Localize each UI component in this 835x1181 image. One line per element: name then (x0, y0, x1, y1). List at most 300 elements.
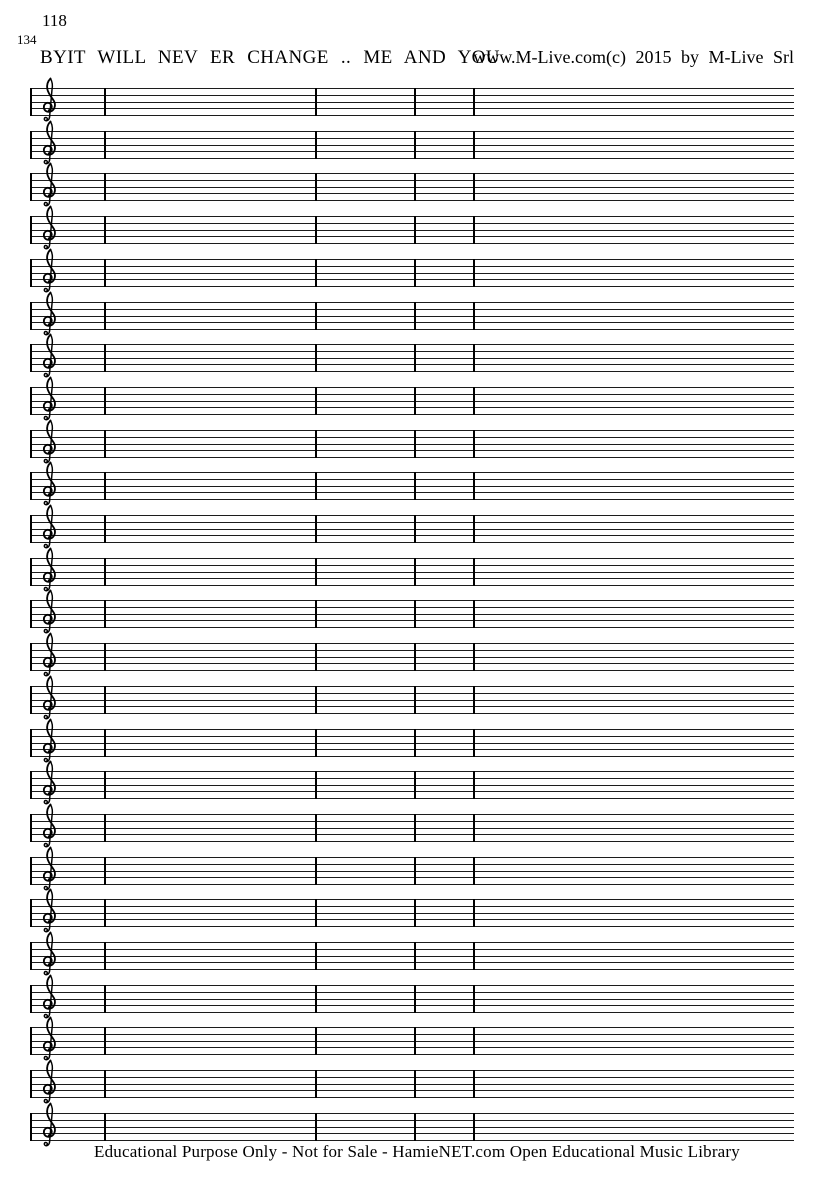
barline (315, 387, 317, 415)
treble-clef-icon (39, 291, 62, 337)
barline (473, 216, 475, 244)
staff-line (30, 401, 794, 402)
barline (414, 643, 416, 671)
staff-row (30, 729, 794, 756)
staff-line (30, 985, 794, 986)
barline (473, 1070, 475, 1098)
staff-line (30, 223, 794, 224)
barline (104, 1070, 106, 1098)
barline (315, 1070, 317, 1098)
staff-line (30, 578, 794, 579)
barline (473, 814, 475, 842)
barline (473, 173, 475, 201)
staff-line (30, 1090, 794, 1091)
staff-left-barline (30, 899, 32, 927)
treble-clef-icon (39, 205, 62, 251)
barline (414, 259, 416, 287)
staff-line (30, 607, 794, 608)
barline (473, 88, 475, 116)
staff-line (30, 663, 794, 664)
staff-line (30, 430, 794, 431)
staff-line (30, 1054, 794, 1055)
staff-line (30, 108, 794, 109)
barline (315, 558, 317, 586)
barline (414, 131, 416, 159)
barline (104, 729, 106, 757)
staff-line (30, 620, 794, 621)
staff-line (30, 364, 794, 365)
barline (473, 729, 475, 757)
staff-row (30, 600, 794, 627)
staff-row (30, 515, 794, 542)
staff-line (30, 236, 794, 237)
staff-left-barline (30, 173, 32, 201)
treble-clef-icon (39, 974, 62, 1020)
staff-line (30, 444, 794, 445)
staff-line (30, 791, 794, 792)
barline (414, 558, 416, 586)
staff-row (30, 88, 794, 115)
staff-line (30, 131, 794, 132)
barline (104, 643, 106, 671)
barline (104, 302, 106, 330)
staff-line (30, 1070, 794, 1071)
staff-left-barline (30, 771, 32, 799)
staff-line (30, 457, 794, 458)
staff-line (30, 785, 794, 786)
barline (315, 1113, 317, 1141)
barline (315, 131, 317, 159)
barline (414, 173, 416, 201)
staff-line (30, 913, 794, 914)
barline (104, 1027, 106, 1055)
barline (104, 600, 106, 628)
staff-line (30, 871, 794, 872)
staff-left-barline (30, 88, 32, 116)
staff-line (30, 956, 794, 957)
staff-row (30, 558, 794, 585)
barline (414, 472, 416, 500)
barline (414, 771, 416, 799)
barline (104, 558, 106, 586)
staff-line (30, 200, 794, 201)
staff-line (30, 906, 794, 907)
staff-line (30, 585, 794, 586)
barline (473, 387, 475, 415)
barline (414, 1070, 416, 1098)
staff-left-barline (30, 344, 32, 372)
barline (473, 600, 475, 628)
staff-row (30, 344, 794, 371)
staff-row (30, 985, 794, 1012)
staff-line (30, 329, 794, 330)
staff-left-barline (30, 131, 32, 159)
barline (414, 430, 416, 458)
treble-clef-icon (39, 504, 62, 550)
staff-line (30, 627, 794, 628)
staff-line (30, 230, 794, 231)
staff-line (30, 778, 794, 779)
staff-line (30, 798, 794, 799)
staff-left-barline (30, 515, 32, 543)
staff-line (30, 1127, 794, 1128)
treble-clef-icon (39, 760, 62, 806)
staff-row (30, 771, 794, 798)
staff-line (30, 1012, 794, 1013)
barline (414, 515, 416, 543)
staff-line (30, 749, 794, 750)
barline (315, 942, 317, 970)
barline (104, 173, 106, 201)
staff-line (30, 95, 794, 96)
staff-row (30, 259, 794, 286)
treble-clef-icon (39, 1016, 62, 1062)
staff-line (30, 600, 794, 601)
treble-clef-icon (39, 1102, 62, 1148)
staff-line (30, 351, 794, 352)
staff-row (30, 216, 794, 243)
staff-line (30, 450, 794, 451)
treble-clef-icon (39, 675, 62, 721)
staff-row (30, 942, 794, 969)
staff-left-barline (30, 558, 32, 586)
barline (104, 430, 106, 458)
treble-clef-icon (39, 248, 62, 294)
barline (315, 88, 317, 116)
barline (315, 857, 317, 885)
staff-line (30, 158, 794, 159)
barline (315, 686, 317, 714)
staff-line (30, 841, 794, 842)
barline (104, 857, 106, 885)
staff-line (30, 1041, 794, 1042)
barline (414, 686, 416, 714)
treble-clef-icon (39, 77, 62, 123)
staff-line (30, 472, 794, 473)
staff-left-barline (30, 686, 32, 714)
staff-line (30, 88, 794, 89)
barline (414, 1027, 416, 1055)
staff-line (30, 942, 794, 943)
staff-row (30, 1113, 794, 1140)
staff-line (30, 1084, 794, 1085)
barline (315, 729, 317, 757)
staff-row (30, 899, 794, 926)
barline (315, 430, 317, 458)
staff-line (30, 542, 794, 543)
staff-line (30, 992, 794, 993)
treble-clef-icon (39, 120, 62, 166)
staff-line (30, 969, 794, 970)
staff-line (30, 358, 794, 359)
staff-line (30, 414, 794, 415)
staff-line (30, 479, 794, 480)
staff-line (30, 187, 794, 188)
barline (315, 814, 317, 842)
barline (473, 131, 475, 159)
staff-line (30, 834, 794, 835)
staff-line (30, 266, 794, 267)
staff-line (30, 486, 794, 487)
staff-line (30, 572, 794, 573)
staff-line (30, 407, 794, 408)
treble-clef-icon (39, 547, 62, 593)
barline (473, 942, 475, 970)
staff-left-barline (30, 600, 32, 628)
bar-number: 134 (17, 32, 37, 47)
barline (473, 857, 475, 885)
staff-line (30, 821, 794, 822)
staff-line (30, 1113, 794, 1114)
staff-line (30, 115, 794, 116)
barline (473, 643, 475, 671)
staff-line (30, 259, 794, 260)
barline (104, 472, 106, 500)
staff-left-barline (30, 1027, 32, 1055)
barline (315, 771, 317, 799)
staff-left-barline (30, 729, 32, 757)
treble-clef-icon (39, 162, 62, 208)
staff-line (30, 273, 794, 274)
staff-line (30, 151, 794, 152)
staff-line (30, 713, 794, 714)
staff-line (30, 558, 794, 559)
treble-clef-icon (39, 803, 62, 849)
staff-line (30, 706, 794, 707)
barline (104, 899, 106, 927)
barline (473, 344, 475, 372)
barline (104, 942, 106, 970)
staff-line (30, 736, 794, 737)
staff-line (30, 145, 794, 146)
staff-left-barline (30, 814, 32, 842)
barline (104, 515, 106, 543)
staff-row (30, 387, 794, 414)
staff-left-barline (30, 430, 32, 458)
staff-line (30, 535, 794, 536)
staff-line (30, 686, 794, 687)
staff-line (30, 193, 794, 194)
staff-row (30, 472, 794, 499)
barline (473, 558, 475, 586)
staff-line (30, 522, 794, 523)
staff-line (30, 670, 794, 671)
barline (315, 899, 317, 927)
barline (414, 344, 416, 372)
staff-line (30, 322, 794, 323)
staff-left-barline (30, 643, 32, 671)
staff-left-barline (30, 216, 32, 244)
staff-line (30, 771, 794, 772)
treble-clef-icon (39, 589, 62, 635)
staff-left-barline (30, 1113, 32, 1141)
barline (104, 1113, 106, 1141)
staff-line (30, 1005, 794, 1006)
staff-row (30, 1070, 794, 1097)
copyright-notice: www.M-Live.com(c) 2015 by M-Live Srl (473, 47, 794, 67)
barline (473, 899, 475, 927)
staff-line (30, 643, 794, 644)
barline (315, 472, 317, 500)
barline (473, 771, 475, 799)
staff-line (30, 437, 794, 438)
barline (414, 600, 416, 628)
barline (104, 344, 106, 372)
staff-left-barline (30, 302, 32, 330)
staff-line (30, 309, 794, 310)
barline (414, 302, 416, 330)
staff-line (30, 173, 794, 174)
staff-line (30, 949, 794, 950)
staff-left-barline (30, 985, 32, 1013)
staff-line (30, 864, 794, 865)
staff-line (30, 693, 794, 694)
barline (315, 344, 317, 372)
staff-left-barline (30, 472, 32, 500)
staff-line (30, 926, 794, 927)
staff-line (30, 565, 794, 566)
staff-line (30, 700, 794, 701)
barline (414, 216, 416, 244)
barline (315, 985, 317, 1013)
barline (473, 430, 475, 458)
barline (315, 216, 317, 244)
staff-line (30, 650, 794, 651)
staff-line (30, 756, 794, 757)
staff-row (30, 643, 794, 670)
staff-line (30, 394, 794, 395)
staff-line (30, 180, 794, 181)
staff-line (30, 743, 794, 744)
staff-row (30, 814, 794, 841)
barline (315, 515, 317, 543)
barline (414, 1113, 416, 1141)
barline (414, 899, 416, 927)
treble-clef-icon (39, 846, 62, 892)
barline (414, 814, 416, 842)
barline (414, 88, 416, 116)
barline (315, 600, 317, 628)
staff-left-barline (30, 259, 32, 287)
barline (473, 686, 475, 714)
staff-left-barline (30, 857, 32, 885)
staff-line (30, 492, 794, 493)
barline (104, 985, 106, 1013)
staff-line (30, 919, 794, 920)
staff-line (30, 102, 794, 103)
staff-line (30, 1077, 794, 1078)
barline (473, 515, 475, 543)
staff-line (30, 828, 794, 829)
treble-clef-icon (39, 718, 62, 764)
staff-row (30, 131, 794, 158)
barline (473, 302, 475, 330)
footer-license-text: Educational Purpose Only - Not for Sale - HamieNET.com Open Educational Music Library (94, 1142, 740, 1161)
staff-line (30, 814, 794, 815)
barline (315, 1027, 317, 1055)
staff-line (30, 302, 794, 303)
barline (414, 942, 416, 970)
staff-line (30, 1097, 794, 1098)
staff-line (30, 729, 794, 730)
barline (104, 216, 106, 244)
staff-line (30, 899, 794, 900)
staff-line (30, 614, 794, 615)
staff-line (30, 1140, 794, 1141)
barline (414, 729, 416, 757)
staff-line (30, 515, 794, 516)
barline (473, 985, 475, 1013)
staff-line (30, 279, 794, 280)
song-title: BYIT WILL NEV ER CHANGE .. ME AND YOU (40, 47, 500, 68)
barline (315, 643, 317, 671)
staff-line (30, 1034, 794, 1035)
staff-line (30, 529, 794, 530)
staff-left-barline (30, 387, 32, 415)
barline (473, 1113, 475, 1141)
barline (104, 131, 106, 159)
staff-row (30, 302, 794, 329)
barline (104, 387, 106, 415)
staff-row (30, 430, 794, 457)
barline (473, 1027, 475, 1055)
barline (414, 387, 416, 415)
staff-left-barline (30, 1070, 32, 1098)
barline (473, 472, 475, 500)
staff-line (30, 344, 794, 345)
treble-clef-icon (39, 888, 62, 934)
staff-row (30, 857, 794, 884)
barline (104, 259, 106, 287)
barline (473, 259, 475, 287)
staff-line (30, 962, 794, 963)
staff-line (30, 1027, 794, 1028)
staff-line (30, 316, 794, 317)
staff-line (30, 371, 794, 372)
barline (414, 857, 416, 885)
barline (315, 173, 317, 201)
staff-line (30, 857, 794, 858)
staff-line (30, 216, 794, 217)
treble-clef-icon (39, 419, 62, 465)
staff-line (30, 243, 794, 244)
page-number: 118 (42, 11, 67, 30)
barline (414, 985, 416, 1013)
treble-clef-icon (39, 632, 62, 678)
staff-line (30, 1120, 794, 1121)
staff-row (30, 1027, 794, 1054)
treble-clef-icon (39, 333, 62, 379)
staff-line (30, 1047, 794, 1048)
barline (104, 88, 106, 116)
staff-line (30, 657, 794, 658)
staff-line (30, 877, 794, 878)
staff-line (30, 138, 794, 139)
barline (315, 259, 317, 287)
staff-line (30, 499, 794, 500)
staff-left-barline (30, 942, 32, 970)
treble-clef-icon (39, 931, 62, 977)
treble-clef-icon (39, 461, 62, 507)
barline (315, 302, 317, 330)
treble-clef-icon (39, 376, 62, 422)
staff-line (30, 286, 794, 287)
staff-line (30, 387, 794, 388)
barline (104, 771, 106, 799)
staff-row (30, 173, 794, 200)
staff-line (30, 884, 794, 885)
barline (104, 686, 106, 714)
